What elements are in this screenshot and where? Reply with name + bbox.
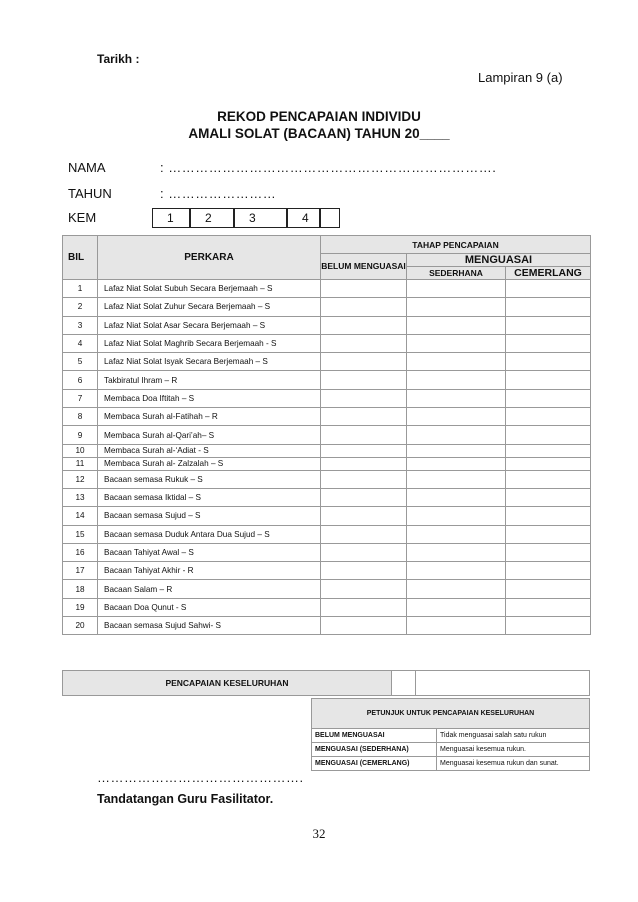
belum-menguasai-cell[interactable] [321, 598, 407, 616]
row-bil: 15 [63, 525, 98, 543]
cemerlang-cell[interactable] [506, 280, 591, 298]
table-row [63, 457, 591, 470]
table-row [63, 444, 591, 457]
cemerlang-cell[interactable] [506, 617, 591, 635]
row-perkara: Bacaan Tahiyat Awal – S [98, 543, 321, 561]
belum-menguasai-cell[interactable] [321, 580, 407, 598]
petunjuk-level: MENGUASAI (CEMERLANG) [312, 757, 437, 771]
sederhana-cell[interactable] [407, 470, 506, 488]
sederhana-cell[interactable] [407, 426, 506, 444]
cemerlang-cell[interactable] [506, 444, 591, 457]
pencapaian-keseluruhan-label: PENCAPAIAN KESELURUHAN [63, 671, 392, 696]
kem-option-4[interactable]: 4 [287, 208, 320, 228]
row-bil: 11 [63, 457, 98, 470]
belum-menguasai-cell[interactable] [321, 562, 407, 580]
sederhana-cell[interactable] [407, 617, 506, 635]
row-bil: 17 [63, 562, 98, 580]
sederhana-cell[interactable] [407, 457, 506, 470]
tahap-header: TAHAP PENCAPAIAN [321, 236, 591, 254]
kem-option-2[interactable]: 2 [190, 208, 234, 228]
sederhana-cell[interactable] [407, 580, 506, 598]
sederhana-cell[interactable] [407, 389, 506, 407]
pencapaian-keseluruhan-row [62, 670, 590, 696]
table-row [63, 316, 591, 334]
row-bil: 4 [63, 334, 98, 352]
table-row [63, 617, 591, 635]
achievement-table [62, 235, 591, 635]
row-bil: 1 [63, 280, 98, 298]
row-bil: 2 [63, 298, 98, 316]
sederhana-cell[interactable] [407, 507, 506, 525]
row-perkara: Bacaan semasa Iktidal – S [98, 488, 321, 506]
belum-menguasai-cell[interactable] [321, 316, 407, 334]
page-title: REKOD PENCAPAIAN INDIVIDU [217, 109, 421, 124]
table-row [63, 408, 591, 426]
tarikh-label: Tarikh : [97, 52, 140, 66]
table-row [63, 298, 591, 316]
nama-field[interactable]: : ………………………………………………………………. [160, 160, 497, 175]
table-row [63, 525, 591, 543]
sederhana-cell[interactable] [407, 598, 506, 616]
row-bil: 12 [63, 470, 98, 488]
table-row [63, 280, 591, 298]
cemerlang-cell[interactable] [506, 353, 591, 371]
sederhana-cell[interactable] [407, 298, 506, 316]
petunjuk-desc: Tidak menguasai salah satu rukun [437, 729, 590, 743]
row-bil: 14 [63, 507, 98, 525]
belum-menguasai-cell[interactable] [321, 280, 407, 298]
tahun-field[interactable]: : …………………… [160, 186, 277, 201]
row-perkara: Bacaan Doa Qunut - S [98, 598, 321, 616]
table-row [63, 580, 591, 598]
row-bil: 20 [63, 617, 98, 635]
row-perkara: Membaca Surah al-Qari’ah– S [98, 426, 321, 444]
row-perkara: Lafaz Niat Solat Zuhur Secara Berjemaah – S [98, 298, 321, 316]
row-perkara: Bacaan semasa Sujud – S [98, 507, 321, 525]
cemerlang-cell[interactable] [506, 488, 591, 506]
table-row [63, 507, 591, 525]
cemerlang-cell[interactable] [506, 371, 591, 389]
cemerlang-cell[interactable] [506, 470, 591, 488]
row-perkara: Membaca Surah al-‘Adiat - S [98, 444, 321, 457]
row-perkara: Membaca Surah al- Zalzalah – S [98, 457, 321, 470]
row-bil: 13 [63, 488, 98, 506]
kem-option-1[interactable]: 1 [152, 208, 190, 228]
belum-menguasai-cell[interactable] [321, 507, 407, 525]
table-row [63, 488, 591, 506]
row-perkara: Membaca Doa Iftitah – S [98, 389, 321, 407]
tahun-label: TAHUN [68, 186, 112, 201]
cemerlang-cell[interactable] [506, 426, 591, 444]
sederhana-cell[interactable] [407, 543, 506, 561]
belum-menguasai-cell[interactable] [321, 488, 407, 506]
row-perkara: Takbiratul Ihram – R [98, 371, 321, 389]
sederhana-cell[interactable] [407, 525, 506, 543]
cemerlang-cell[interactable] [506, 580, 591, 598]
row-perkara: Lafaz Niat Solat Maghrib Secara Berjemaah - S [98, 334, 321, 352]
cemerlang-cell[interactable] [506, 408, 591, 426]
belum-menguasai-cell[interactable] [321, 353, 407, 371]
row-perkara: Bacaan semasa Duduk Antara Dua Sujud – S [98, 525, 321, 543]
cemerlang-cell[interactable] [506, 389, 591, 407]
petunjuk-title: PETUNJUK UNTUK PENCAPAIAN KESELURUHAN [312, 699, 590, 729]
signature-label: Tandatangan Guru Fasilitator. [97, 792, 274, 806]
row-bil: 18 [63, 580, 98, 598]
row-bil: 6 [63, 371, 98, 389]
petunjuk-table [311, 698, 590, 771]
row-perkara: Bacaan semasa Sujud Sahwi- S [98, 617, 321, 635]
table-row [63, 371, 591, 389]
table-row [63, 426, 591, 444]
signature-line: ………………………………………. [97, 770, 304, 785]
perkara-header: PERKARA [98, 236, 321, 280]
cemerlang-header: CEMERLANG [506, 267, 591, 280]
sederhana-cell[interactable] [407, 334, 506, 352]
kem-option-blank[interactable] [320, 208, 340, 228]
row-perkara: Membaca Surah al-Fatihah – R [98, 408, 321, 426]
petunjuk-desc: Menguasai kesemua rukun dan sunat. [437, 757, 590, 771]
row-bil: 5 [63, 353, 98, 371]
table-row [63, 562, 591, 580]
cemerlang-cell[interactable] [506, 598, 591, 616]
row-perkara: Bacaan semasa Rukuk – S [98, 470, 321, 488]
cemerlang-cell[interactable] [506, 457, 591, 470]
table-row [63, 543, 591, 561]
sederhana-cell[interactable] [407, 444, 506, 457]
table-row [63, 470, 591, 488]
belum-menguasai-cell[interactable] [321, 334, 407, 352]
row-bil: 19 [63, 598, 98, 616]
belum-menguasai-cell[interactable] [321, 525, 407, 543]
belum-menguasai-cell[interactable] [321, 543, 407, 561]
table-row [63, 334, 591, 352]
row-bil: 10 [63, 444, 98, 457]
sederhana-cell[interactable] [407, 316, 506, 334]
row-bil: 9 [63, 426, 98, 444]
keseluruhan-result-cell[interactable] [416, 671, 590, 696]
kem-option-3[interactable]: 3 [234, 208, 287, 228]
row-perkara: Lafaz Niat Solat Subuh Secara Berjemaah – S [98, 280, 321, 298]
belum-menguasai-cell[interactable] [321, 617, 407, 635]
table-row [63, 353, 591, 371]
belum-menguasai-cell[interactable] [321, 470, 407, 488]
kem-options [152, 208, 340, 228]
bil-header: BIL [63, 236, 98, 280]
sederhana-cell[interactable] [407, 280, 506, 298]
sederhana-cell[interactable] [407, 562, 506, 580]
petunjuk-level: MENGUASAI (SEDERHANA) [312, 743, 437, 757]
belum-menguasai-cell[interactable] [321, 444, 407, 457]
belum-menguasai-cell[interactable] [321, 408, 407, 426]
belum-menguasai-cell[interactable] [321, 426, 407, 444]
lampiran-label: Lampiran 9 (a) [478, 70, 563, 85]
row-bil: 8 [63, 408, 98, 426]
cemerlang-cell[interactable] [506, 507, 591, 525]
page-number: 32 [312, 826, 326, 841]
belum-menguasai-cell[interactable] [321, 457, 407, 470]
kem-label: KEM [68, 210, 97, 225]
table-row [63, 389, 591, 407]
sederhana-cell[interactable] [407, 488, 506, 506]
cemerlang-cell[interactable] [506, 562, 591, 580]
sederhana-cell[interactable] [407, 371, 506, 389]
belum-menguasai-cell[interactable] [321, 389, 407, 407]
row-bil: 3 [63, 316, 98, 334]
row-bil: 7 [63, 389, 98, 407]
cemerlang-cell[interactable] [506, 298, 591, 316]
nama-label: NAMA [68, 160, 106, 175]
menguasai-header: MENGUASAI [407, 254, 591, 267]
page-subtitle: AMALI SOLAT (BACAAN) TAHUN 20____ [188, 126, 450, 141]
belum-menguasai-cell[interactable] [321, 298, 407, 316]
row-perkara: Bacaan Tahiyat Akhir - R [98, 562, 321, 580]
belum-header: BELUM MENGUASAI [321, 254, 407, 280]
row-perkara: Bacaan Salam – R [98, 580, 321, 598]
row-perkara: Lafaz Niat Solat Isyak Secara Berjemaah – S [98, 353, 321, 371]
cemerlang-cell[interactable] [506, 334, 591, 352]
table-row [63, 598, 591, 616]
cemerlang-cell[interactable] [506, 316, 591, 334]
petunjuk-desc: Menguasai kesemua rukun. [437, 743, 590, 757]
cemerlang-cell[interactable] [506, 525, 591, 543]
keseluruhan-spacer [392, 671, 416, 696]
row-perkara: Lafaz Niat Solat Asar Secara Berjemaah – S [98, 316, 321, 334]
sederhana-header: SEDERHANA [407, 267, 506, 280]
petunjuk-level: BELUM MENGUASAI [312, 729, 437, 743]
sederhana-cell[interactable] [407, 353, 506, 371]
cemerlang-cell[interactable] [506, 543, 591, 561]
sederhana-cell[interactable] [407, 408, 506, 426]
belum-menguasai-cell[interactable] [321, 371, 407, 389]
row-bil: 16 [63, 543, 98, 561]
